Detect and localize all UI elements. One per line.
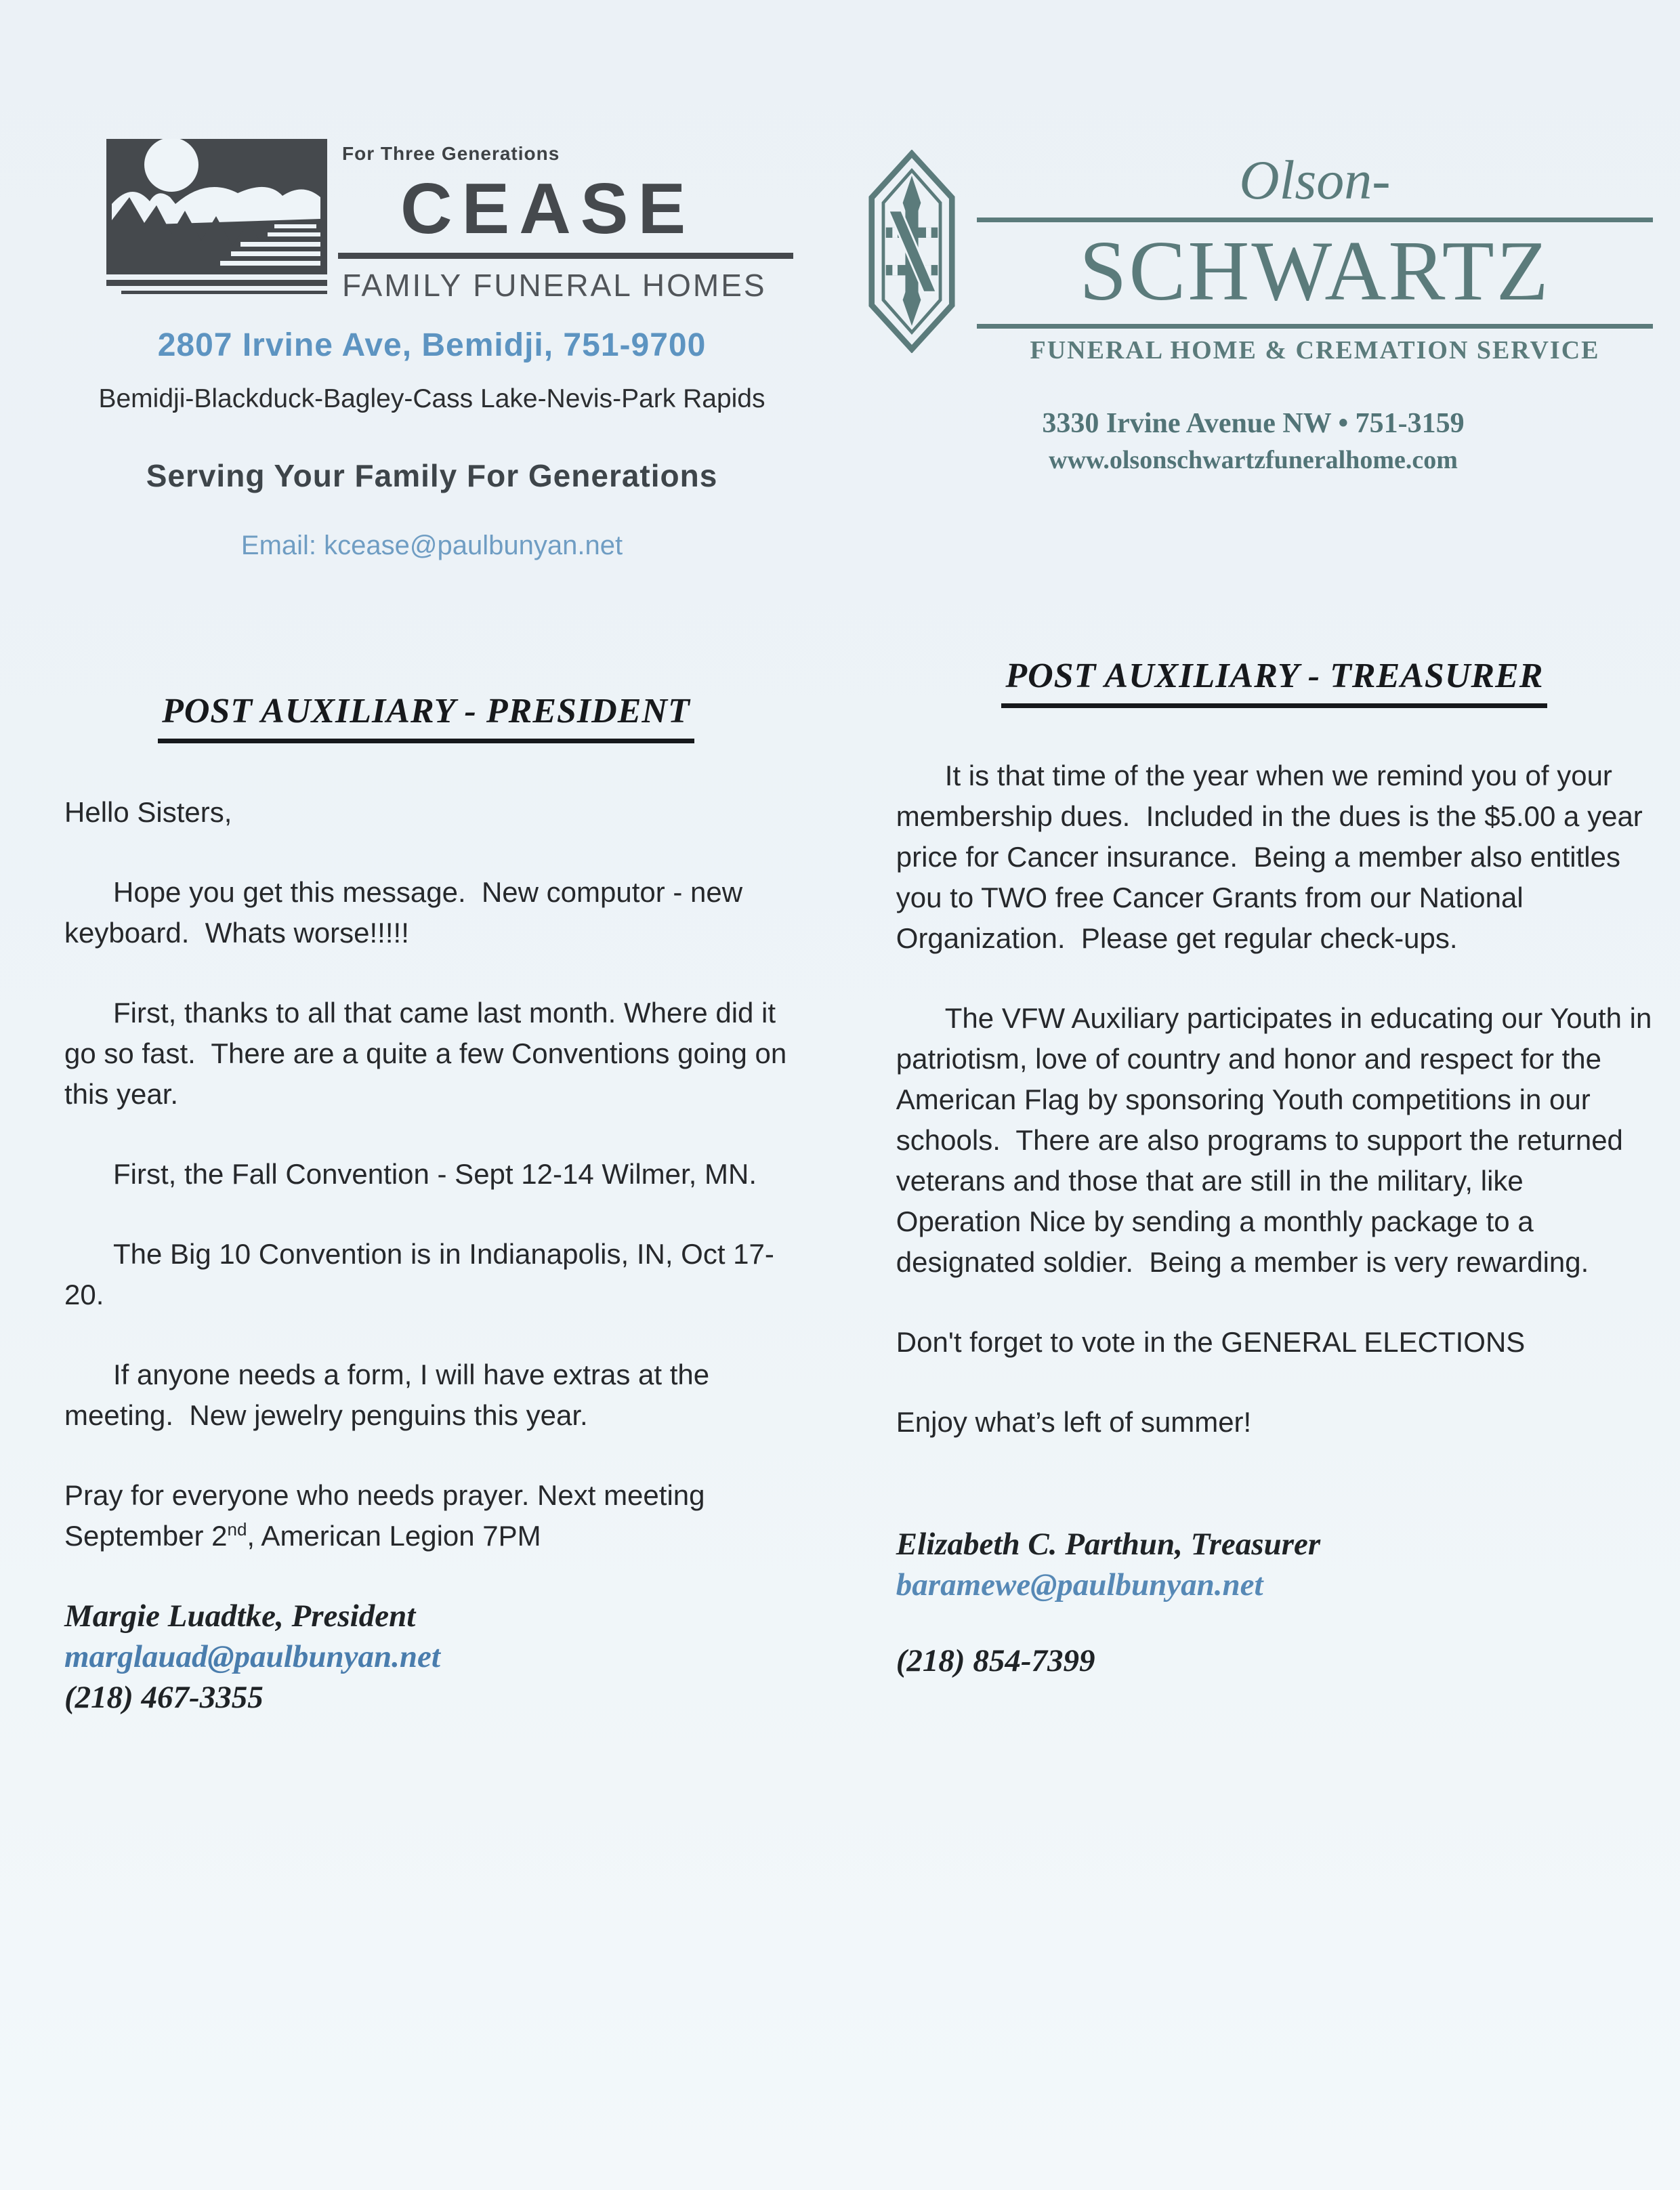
- olson-subtitle: FUNERAL HOME & CREMATION SERVICE: [1030, 336, 1600, 365]
- olson-logo-row: [854, 150, 1653, 365]
- olson-address: 3330 Irvine Avenue NW • 751-3159: [1042, 408, 1465, 439]
- olson-schwartz-ad: [854, 139, 1653, 561]
- paragraph: First, thanks to all that came last month. Where did it go so fast. There are a quite a few Conventions going on this year.: [64, 996, 795, 1110]
- treasurer-signature-email: baramewe@paulbunyan.net: [896, 1567, 1263, 1603]
- cease-logo-row: [105, 139, 799, 305]
- olson-name-script: Olson-: [1239, 149, 1391, 211]
- paragraph: Don't forget to vote in the GENERAL ELECTIONS: [896, 1325, 1526, 1358]
- meeting-paragraph: [64, 1475, 788, 1556]
- treasurer-signature-name: Elizabeth C. Parthun, Treasurer: [896, 1526, 1321, 1562]
- cease-subtitle: FAMILY FUNERAL HOMES: [342, 268, 767, 303]
- olson-wordmark: [977, 150, 1653, 365]
- cease-locations: Bemidji-Blackduck-Bagley-Cass Lake-Nevis-Park Rapids: [98, 384, 765, 413]
- paragraph: Hope you get this message. New computor - new keyboard. Whats worse!!!!!: [64, 875, 751, 949]
- cease-slogan: Serving Your Family For Generations: [146, 458, 718, 493]
- olson-name-main: SCHWARTZ: [1079, 224, 1551, 318]
- cease-divider: [338, 253, 793, 259]
- header-ads: [0, 0, 1680, 561]
- meeting-text-post: , American Legion 7PM: [247, 1519, 541, 1552]
- olson-divider-top: [977, 218, 1653, 222]
- paragraph: The VFW Auxiliary participates in educating our Youth in patriotism, love of country and honor and respect for the American Flag by sponsoring Youth competitions in our schools. There are also programs to support the returned veterans and those that are still in the military, like Operation Nice by sending a monthly package to a designated soldier. Being a member is very rewarding.: [896, 1001, 1660, 1278]
- cease-ad: [64, 139, 799, 561]
- paragraph: If anyone needs a form, I will have extras at the meeting. New jewelry penguins this year.: [64, 1358, 717, 1431]
- paragraph: It is that time of the year when we remind you of your membership dues. Included in the dues is the $5.00 a year price for Cancer insurance. Being a member also entitles you to TWO free Cancer Grants from our National Organization. Please get regular check-ups.: [896, 759, 1651, 954]
- president-signature-email: marglauad@paulbunyan.net: [64, 1638, 440, 1674]
- president-signature: [64, 1596, 788, 1718]
- olson-divider-bottom: [977, 324, 1653, 329]
- paragraph: Enjoy what’s left of summer!: [896, 1405, 1252, 1438]
- treasurer-signature-phone: (218) 854-7399: [896, 1642, 1095, 1678]
- cease-tagline: For Three Generations: [342, 143, 560, 164]
- cease-mountain-lake-logo-icon: [105, 139, 329, 305]
- meeting-text-pre: Pray for everyone who needs prayer. Next meeting September 2: [64, 1479, 713, 1552]
- paragraph: The Big 10 Convention is in Indianapolis, IN, Oct 17-20.: [64, 1237, 774, 1310]
- treasurer-signature: [896, 1524, 1653, 1681]
- treasurer-heading: POST AUXILIARY - TREASURER: [1001, 656, 1547, 708]
- president-heading: POST AUXILIARY - PRESIDENT: [158, 691, 694, 743]
- president-column: [64, 656, 795, 1718]
- paragraph: First, the Fall Convention - Sept 12-14 Wilmer, MN.: [113, 1157, 757, 1190]
- president-signature-name: Margie Luadtke, President: [64, 1598, 416, 1634]
- olson-diamond-emblem-icon: [854, 150, 970, 365]
- cease-address: 2807 Irvine Ave, Bemidji, 751-9700: [157, 327, 707, 363]
- olson-website: www.olsonschwartzfuneralhome.com: [1049, 446, 1458, 474]
- cease-name: CEASE: [400, 169, 696, 249]
- treasurer-heading-wrap: [896, 656, 1653, 708]
- president-heading-wrap: [64, 691, 788, 743]
- cease-email: Email: kcease@paulbunyan.net: [240, 531, 623, 560]
- cease-wordmark: [338, 139, 799, 305]
- article-columns: [0, 656, 1680, 1718]
- president-signature-phone: (218) 467-3355: [64, 1679, 264, 1715]
- treasurer-column: [896, 656, 1660, 1718]
- ordinal-superscript: nd: [227, 1518, 247, 1540]
- paragraph: Hello Sisters,: [64, 796, 232, 828]
